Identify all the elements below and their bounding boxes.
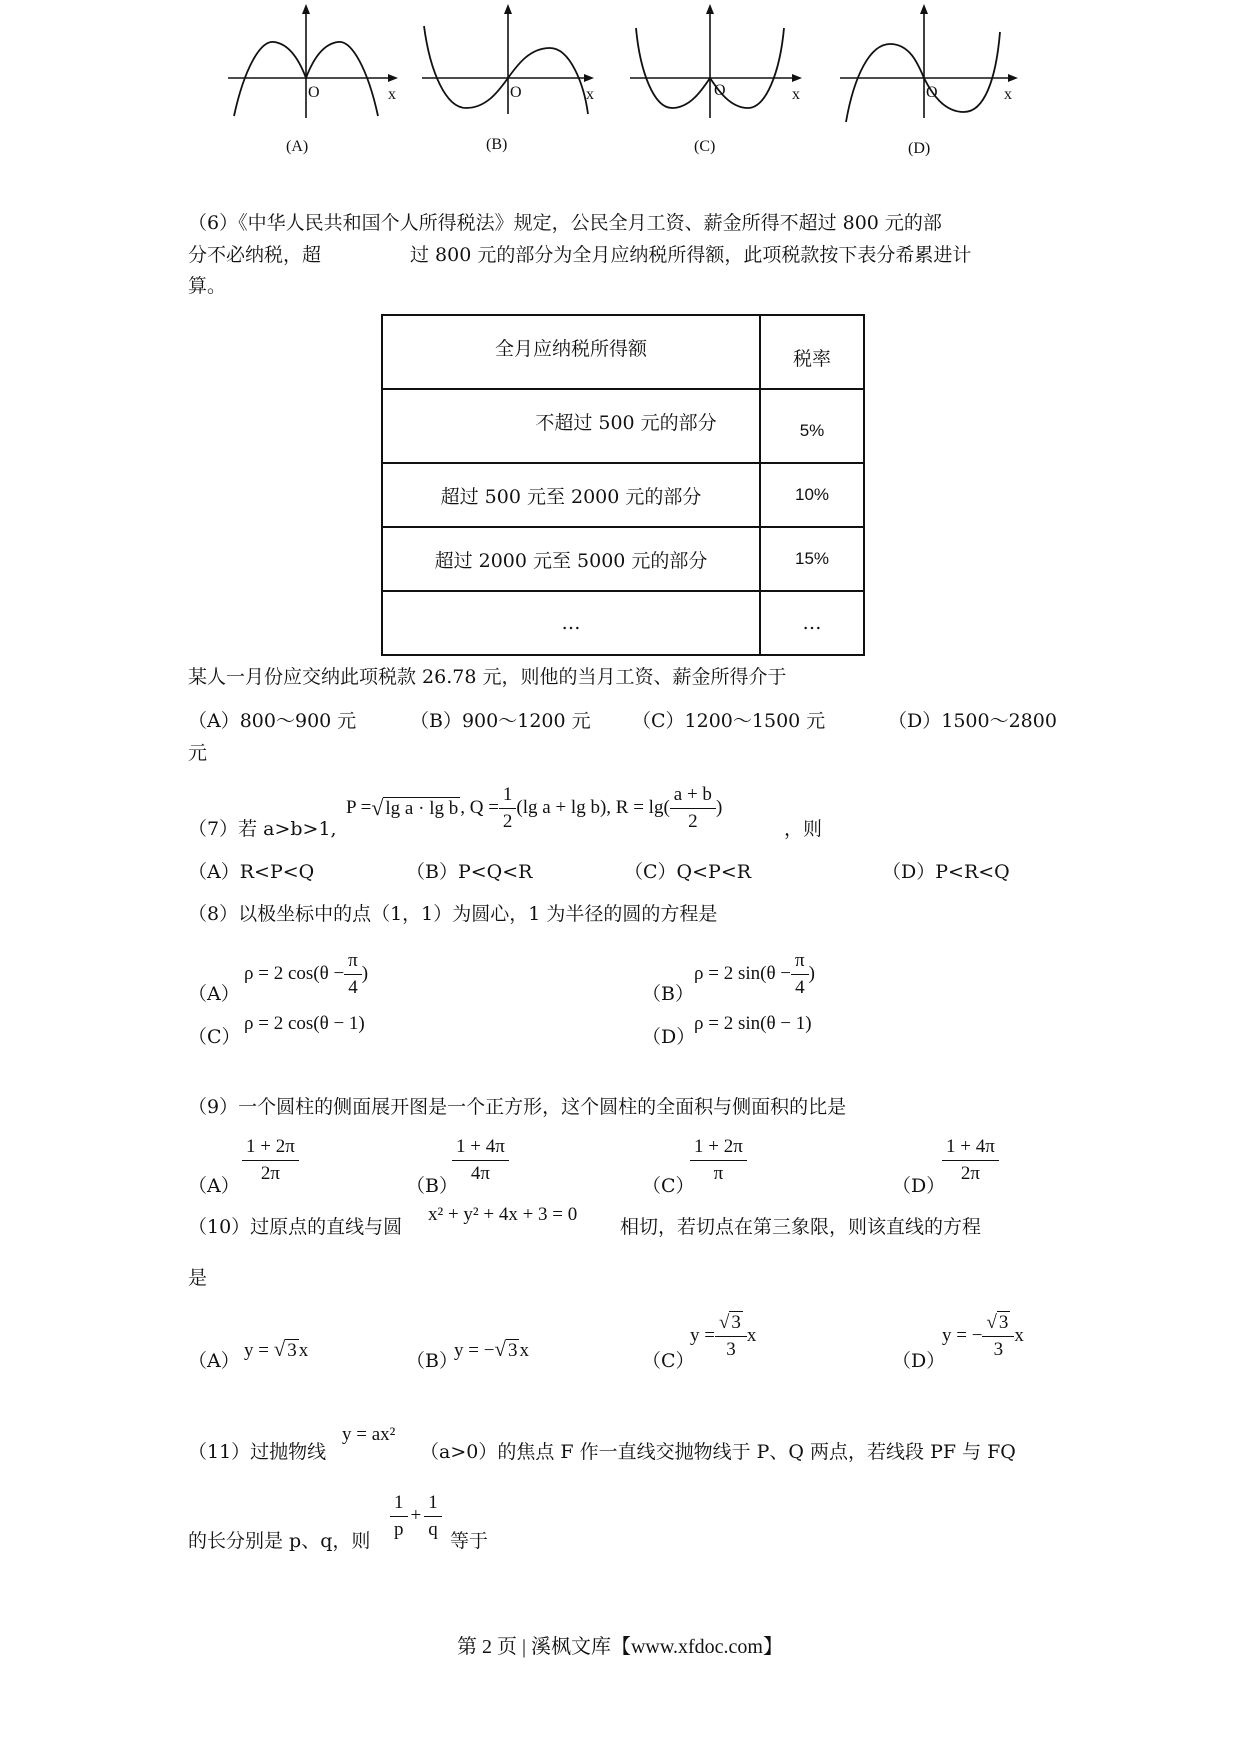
option-d-formula: ρ = 2 sin(θ − 1) bbox=[694, 1013, 812, 1034]
sqrt-icon: √ bbox=[371, 795, 384, 820]
table-row bbox=[382, 591, 864, 655]
option-a-formula: ρ = 2 cos(θ − $\frac{\pi}{4}$ ) bbox=[244, 949, 369, 998]
option-c-label: （C） bbox=[188, 1026, 241, 1048]
fraction: $\frac{a + b}{2}$ bbox=[670, 782, 716, 835]
q6-line-2b: 过 800 元的部分为全月应纳税所得额，此项税款按下表分希累进计 bbox=[410, 244, 972, 266]
graph-c bbox=[626, 0, 816, 170]
q6-question: 某人一月份应交纳此项税款 26.78 元，则他的当月工资、薪金所得介于 bbox=[188, 666, 787, 688]
option-a: （A）R<P<Q bbox=[188, 861, 315, 883]
circle-equation: x² + y² + 4x + 3 = 0 bbox=[428, 1204, 578, 1225]
header-taxable-income: 全月应纳税所得额 bbox=[382, 315, 760, 389]
q11-suffix: （a>0）的焦点 F 作一直线交抛物线于 P、Q 两点，若线段 PF 与 FQ bbox=[420, 1441, 1016, 1463]
sqrt-icon: √ bbox=[273, 1337, 286, 1361]
option-d-label: （D） bbox=[642, 1026, 696, 1048]
graph-a bbox=[222, 0, 412, 170]
table-cell: 10% bbox=[760, 463, 864, 527]
x-axis-label: x bbox=[1004, 86, 1012, 103]
option-d-label: （D） bbox=[892, 1350, 946, 1372]
option-a-formula: y = √ 3 x bbox=[244, 1337, 309, 1361]
option-b-formula: ρ = 2 sin(θ − $\frac{\pi}{4}$ ) bbox=[694, 949, 815, 998]
option-a-label: （A） bbox=[188, 983, 240, 1005]
option-c: （C）Q<P<R bbox=[624, 861, 752, 883]
x-axis-label: x bbox=[388, 86, 396, 103]
x-axis-label: x bbox=[586, 86, 594, 103]
header-tax-rate: 税率 bbox=[760, 315, 864, 389]
option-a: （A）800～900 元 bbox=[188, 710, 357, 732]
option-a-label: （A） bbox=[188, 1350, 240, 1372]
table-cell: … bbox=[760, 591, 864, 655]
option-b-fraction: $\frac{1 + 4\pi}{4\pi}$ bbox=[452, 1134, 509, 1187]
option-b: （B）900～1200 元 bbox=[410, 710, 591, 732]
option-d: （D）1500～2800 bbox=[888, 710, 1057, 732]
q7-suffix: ，则 bbox=[784, 818, 823, 840]
option-c-label: （C） bbox=[642, 1350, 695, 1372]
table-cell: 5% bbox=[760, 389, 864, 463]
page-footer: 第 2 页 | 溪枫文库【www.xfdoc.com】 bbox=[456, 1636, 783, 1658]
table-cell: 超过 500 元至 2000 元的部分 bbox=[382, 463, 760, 527]
option-a-label: （A） bbox=[188, 1175, 240, 1197]
sqrt-icon: √ bbox=[718, 1311, 730, 1333]
option-c-formula: ρ = 2 cos(θ − 1) bbox=[244, 1013, 365, 1034]
table-row bbox=[382, 463, 864, 527]
q11-prefix: （11）过抛物线 bbox=[188, 1441, 327, 1463]
formula-text: (lg a + lg b), R = lg( bbox=[516, 797, 670, 818]
option-d-label: （D） bbox=[892, 1175, 946, 1197]
option-b-formula: y = −√ 3 x bbox=[454, 1337, 529, 1361]
q7-formula bbox=[346, 778, 722, 838]
q7-prefix: （7）若 a>b>1, bbox=[188, 818, 337, 840]
q10-prefix: （10）过原点的直线与圆 bbox=[188, 1216, 403, 1238]
graph-d bbox=[836, 0, 1026, 170]
q10-suffix: 相切，若切点在第三象限，则该直线的方程 bbox=[620, 1216, 982, 1238]
radicand: lg a · lg b bbox=[385, 797, 459, 819]
table-cell: 超过 2000 元至 5000 元的部分 bbox=[382, 527, 760, 591]
option-c: （C）1200～1500 元 bbox=[632, 710, 826, 732]
graph-label: (A) bbox=[286, 138, 309, 155]
option-d-fraction: $\frac{1 + 4\pi}{2\pi}$ bbox=[942, 1134, 999, 1187]
parabola-equation: y = ax² bbox=[342, 1424, 396, 1445]
q10-line-2: 是 bbox=[188, 1267, 208, 1289]
option-b-label: （B） bbox=[642, 983, 694, 1005]
table-row bbox=[382, 389, 864, 463]
q8-question: （8）以极坐标中的点（1，1）为圆心，1 为半径的圆的方程是 bbox=[188, 903, 718, 925]
option-b-label: （B） bbox=[406, 1350, 458, 1372]
sqrt-icon: √ bbox=[986, 1311, 997, 1333]
x-axis-label: x bbox=[792, 86, 800, 103]
table-cell: … bbox=[382, 591, 760, 655]
option-c-fraction: $\frac{1 + 2\pi}{\pi}$ bbox=[690, 1134, 747, 1187]
formula-text: ) bbox=[715, 797, 723, 818]
origin-label: O bbox=[714, 82, 726, 99]
option-d-wrap: 元 bbox=[188, 742, 208, 764]
q6-line-3: 算。 bbox=[188, 275, 227, 297]
q11-formula: $\frac{1}{p}$ + $\frac{1}{q}$ bbox=[390, 1484, 442, 1548]
origin-label: O bbox=[926, 84, 938, 101]
graph-label: (D) bbox=[908, 140, 931, 157]
formula-text: P = bbox=[346, 797, 372, 818]
table-cell: 不超过 500 元的部分 bbox=[382, 389, 760, 463]
option-d-formula: y = − $\frac{√ 3}{3}$ x bbox=[942, 1311, 1024, 1360]
fraction: $\frac{1}{2}$ bbox=[499, 782, 517, 835]
graph-label: (C) bbox=[694, 138, 716, 155]
table-row bbox=[382, 527, 864, 591]
q11-end: 等于 bbox=[450, 1530, 489, 1552]
tax-rate-table bbox=[381, 314, 865, 656]
option-d: （D）P<R<Q bbox=[882, 861, 1010, 883]
origin-label: O bbox=[308, 84, 320, 101]
option-b: （B）P<Q<R bbox=[406, 861, 533, 883]
graph-label: (B) bbox=[486, 136, 508, 153]
origin-label: O bbox=[510, 84, 522, 101]
option-c-label: （C） bbox=[642, 1175, 695, 1197]
q11-line-2: 的长分别是 p、q，则 bbox=[188, 1530, 371, 1552]
graph-b bbox=[418, 0, 608, 170]
formula-text: , Q = bbox=[460, 797, 499, 818]
q6-line-2a: 分不必纳税，超 bbox=[188, 244, 322, 266]
q6-line-1: （6）《中华人民共和国个人所得税法》规定，公民全月工资、薪金所得不超过 800 元的部 bbox=[188, 212, 942, 234]
option-b-label: （B） bbox=[406, 1175, 458, 1197]
table-header-row bbox=[382, 315, 864, 389]
option-c-formula: y = $\frac{√ 3}{3}$ x bbox=[690, 1311, 757, 1360]
sqrt-icon: √ bbox=[494, 1337, 506, 1361]
q9-question: （9）一个圆柱的侧面展开图是一个正方形，这个圆柱的全面积与侧面积的比是 bbox=[188, 1096, 847, 1118]
option-a-fraction: $\frac{1 + 2\pi}{2\pi}$ bbox=[242, 1134, 299, 1187]
table-cell: 15% bbox=[760, 527, 864, 591]
